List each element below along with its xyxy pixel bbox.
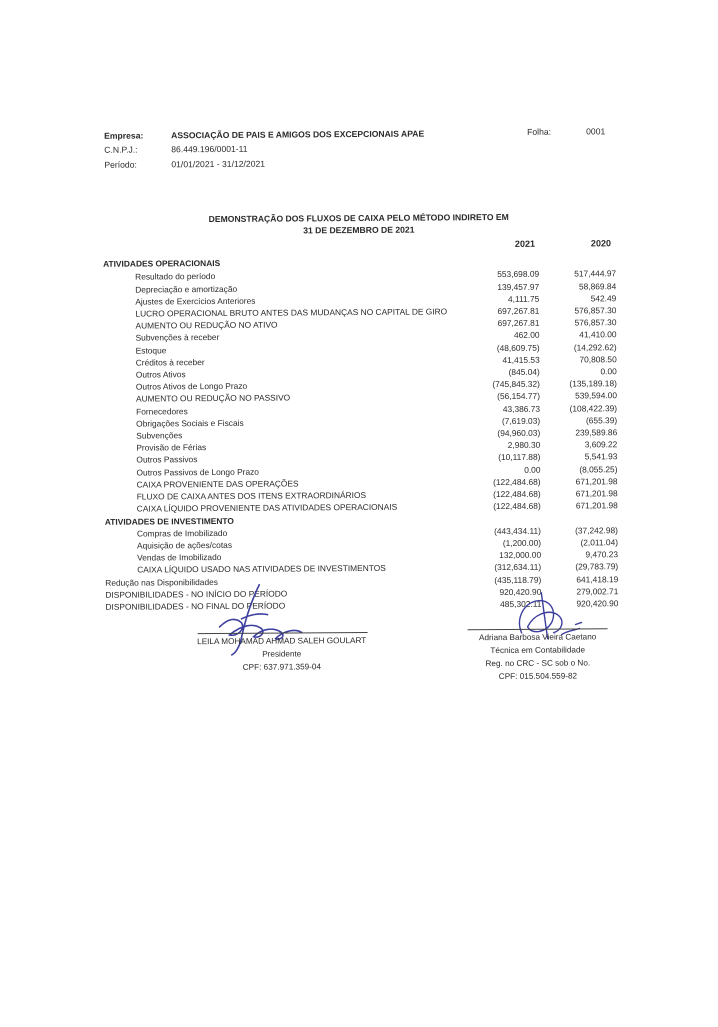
row-label: Compras de Imobilizado (136, 527, 228, 539)
value-2020: 279,002.71 (576, 586, 619, 597)
row-label: Aquisição de ações/cotas (136, 539, 233, 551)
row-label: Outros Passivos (136, 454, 198, 465)
cnpj-label: C.N.P.J.: (104, 144, 138, 155)
row-label: Redução nas Disponibilidades (105, 576, 218, 588)
value-2020: 3,609.22 (584, 439, 618, 450)
row-label: Estoque (135, 345, 167, 356)
row-label: Provisão de Férias (136, 442, 207, 453)
row-label: DISPONIBILIDADES - NO FINAL DO PERÍODO (105, 600, 286, 612)
row-label: Obrigações Sociais e Fiscais (136, 417, 244, 429)
value-2020: 239,589.86 (575, 427, 618, 438)
row-label: Ajustes de Exercícios Anteriores (135, 295, 256, 307)
value-2021: 697,267.81 (497, 305, 540, 317)
row-label: Fornecedores (136, 406, 188, 417)
value-2021: (7,619.03) (501, 415, 541, 427)
value-2021: (845.04) (508, 366, 540, 377)
row-label: Outros Ativos (135, 369, 186, 380)
column-header-2020: 2020 (590, 238, 611, 249)
empresa-label: Empresa: (104, 130, 144, 141)
value-2020: 41,410.00 (579, 329, 617, 340)
row-label: Créditos à receber (135, 357, 205, 368)
row-label: Vendas de Imobilizado (137, 551, 222, 563)
value-2020: 517,444.97 (574, 268, 617, 279)
value-2021: 4,111.75 (507, 293, 540, 304)
row-label: FLUXO DE CAIXA ANTES DOS ITENS EXTRAORDINÁRIOS (136, 489, 367, 502)
value-2020: 671,201.98 (575, 488, 618, 499)
row-label: CAIXA PROVENIENTE DAS OPERAÇÕES (136, 478, 299, 490)
folha-label: Folha: (527, 126, 552, 137)
value-2020: 920,420.90 (576, 598, 619, 609)
empresa-value: ASSOCIAÇÃO DE PAIS E AMIGOS DOS EXCEPCIONAIS APAE (171, 128, 425, 141)
value-2020: 641,418.19 (576, 574, 619, 585)
folha-value: 0001 (586, 126, 606, 137)
value-2021: (122,484.68) (493, 476, 541, 488)
periodo-label: Período: (104, 159, 137, 170)
row-label: Outros Ativos de Longo Prazo (135, 380, 248, 392)
value-2021: 553,698.09 (497, 268, 540, 280)
row-label: ATIVIDADES OPERACIONAIS (103, 257, 221, 269)
row-label: Subvenções à receber (135, 331, 220, 343)
value-2020: 70,808.50 (579, 354, 617, 365)
value-2021: (48,609.75) (496, 342, 540, 354)
column-header-2021: 2021 (514, 238, 535, 249)
value-2021: 43,386.73 (502, 403, 541, 415)
row-label: CAIXA LÍQUIDO USADO NAS ATIVIDADES DE INVESTIMENTOS (137, 562, 386, 575)
value-2020: 58,869.84 (578, 281, 617, 292)
accountant-role: Técnica em Contabilidade (490, 645, 586, 656)
value-2021: 920,420.90 (499, 586, 542, 598)
row-label: Depreciação e amortização (135, 283, 238, 295)
value-2020: 539,594.00 (575, 390, 618, 401)
value-2021: 697,267.81 (497, 317, 540, 329)
value-2021: (122,484.68) (493, 500, 541, 512)
value-2021: (435,118.79) (494, 574, 542, 586)
value-2021: (745,845.32) (492, 378, 540, 390)
signature-block-left (172, 634, 392, 675)
value-2020: 576,857.30 (574, 317, 617, 328)
value-2021: 41,415.53 (502, 354, 540, 366)
value-2020: 0.00 (600, 366, 617, 377)
value-2020: (108,422.39) (569, 403, 618, 414)
value-2021: (94,960.03) (497, 427, 541, 439)
value-2021: (10,117.88) (498, 451, 541, 463)
value-2020: 671,201.98 (575, 476, 618, 487)
row-label: Outros Passivos de Longo Prazo (136, 466, 259, 478)
row-label: LUCRO OPERACIONAL BRUTO ANTES DAS MUDANÇAS NO CAPITAL DE GIRO (135, 306, 448, 319)
value-2020: (29,783.79) (575, 561, 619, 572)
row-label: AUMENTO OU REDUÇÃO NO ATIVO (135, 319, 278, 331)
value-2021: (1,200.00) (502, 537, 542, 549)
row-label: Subvenções (136, 430, 183, 441)
document-title-line1: DEMONSTRAÇÃO DOS FLUXOS DE CAIXA PELO MÉTODO INDIRETO EM (208, 211, 509, 225)
periodo-value: 01/01/2021 - 31/12/2021 (171, 158, 266, 170)
value-2021: 0.00 (524, 464, 541, 475)
value-2020: 576,857.30 (574, 305, 617, 316)
value-2020: (2,011.04) (580, 537, 619, 548)
value-2020: 5,541.93 (584, 451, 618, 462)
value-2020: 9,470.23 (585, 549, 619, 560)
value-2020: 671,201.98 (575, 500, 618, 511)
value-2020: (655.39) (585, 415, 618, 426)
value-2021: (122,484.68) (493, 488, 541, 500)
value-2020: 542.49 (590, 293, 617, 304)
accountant-cpf: CPF: 015.504.559-82 (498, 671, 578, 682)
value-2021: (312,634.11) (494, 561, 542, 573)
row-label: AUMENTO OU REDUÇÃO NO PASSIVO (135, 392, 291, 404)
value-2021: (56,154.77) (497, 390, 541, 402)
value-2020: (14,292.62) (573, 342, 617, 353)
president-role: Presidente (262, 649, 302, 659)
president-cpf: CPF: 637.971.359-04 (242, 662, 322, 672)
signature-block-right (448, 630, 628, 683)
row-label: DISPONIBILIDADES - NO INÍCIO DO PERÍODO (105, 588, 288, 600)
accountant-name: Adriana Barbosa Vieira Caetano (478, 632, 597, 643)
document-title-line2: 31 DE DEZEMBRO DE 2021 (303, 224, 415, 236)
value-2020: (8,055.25) (579, 464, 618, 475)
value-2021: 139,457.97 (497, 281, 540, 293)
value-2021: 132,000.00 (499, 549, 542, 561)
value-2020: (37,242.98) (575, 525, 618, 536)
row-label: Resultado do período (135, 271, 216, 282)
row-label: CAIXA LÍQUIDO PROVENIENTE DAS ATIVIDADES OPERACIONAIS (136, 501, 398, 514)
value-2021: 485,302.11 (500, 598, 542, 610)
value-2021: 2,980.30 (507, 439, 541, 450)
cnpj-value: 86.449.196/0001-11 (171, 143, 248, 155)
president-name: LEILA MOHAMAD AHMAD SALEH GOULART (197, 635, 367, 647)
row-label: ATIVIDADES DE INVESTIMENTO (104, 515, 234, 527)
value-2021: 462.00 (513, 329, 540, 340)
value-2021: (443,434.11) (494, 525, 541, 537)
accountant-reg: Reg. no CRC - SC sob o No. (485, 658, 591, 669)
value-2020: (135,189.18) (569, 378, 617, 389)
